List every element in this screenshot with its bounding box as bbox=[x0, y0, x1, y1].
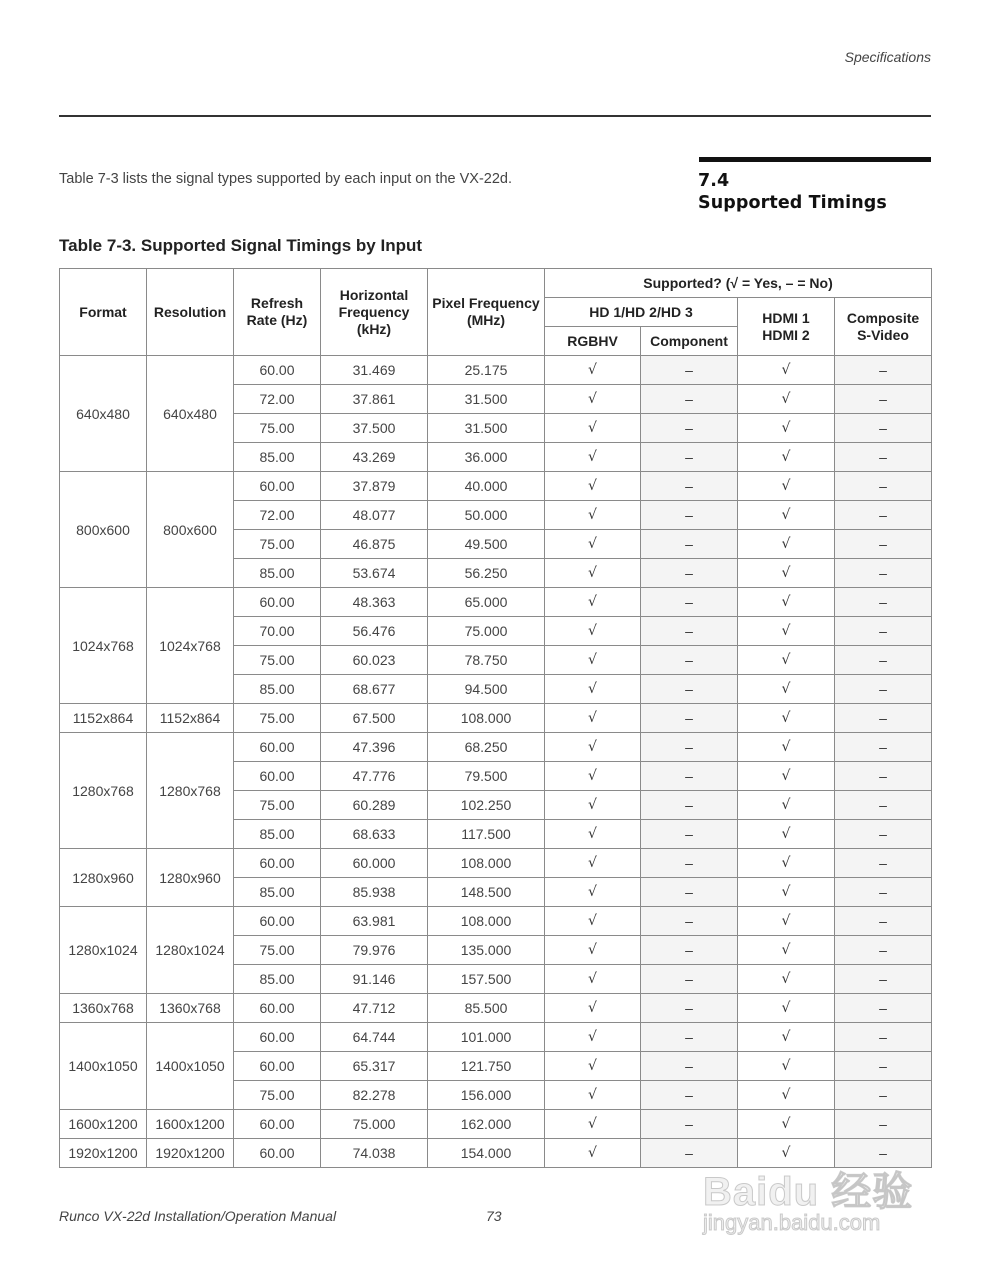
cell-composite: – bbox=[835, 675, 932, 704]
cell-horizontal-frequency: 68.633 bbox=[321, 820, 428, 849]
cell-refresh-rate: 75.00 bbox=[234, 414, 321, 443]
table-row bbox=[60, 1023, 932, 1052]
cell-component: – bbox=[641, 617, 738, 646]
cell-refresh-rate: 70.00 bbox=[234, 617, 321, 646]
cell-hdmi: √ bbox=[738, 1110, 835, 1139]
cell-pixel-frequency: 108.000 bbox=[428, 907, 545, 936]
cell-pixel-frequency: 36.000 bbox=[428, 443, 545, 472]
cell-rgbhv: √ bbox=[545, 907, 641, 936]
cell-hdmi: √ bbox=[738, 704, 835, 733]
cell-refresh-rate: 75.00 bbox=[234, 704, 321, 733]
cell-component: – bbox=[641, 356, 738, 385]
cell-composite: – bbox=[835, 588, 932, 617]
cell-horizontal-frequency: 37.500 bbox=[321, 414, 428, 443]
cell-pixel-frequency: 65.000 bbox=[428, 588, 545, 617]
table-row bbox=[60, 356, 932, 385]
cell-horizontal-frequency: 65.317 bbox=[321, 1052, 428, 1081]
cell-pixel-frequency: 108.000 bbox=[428, 849, 545, 878]
table-row bbox=[60, 472, 932, 501]
cell-composite: – bbox=[835, 501, 932, 530]
cell-horizontal-frequency: 74.038 bbox=[321, 1139, 428, 1168]
cell-refresh-rate: 85.00 bbox=[234, 965, 321, 994]
cell-horizontal-frequency: 79.976 bbox=[321, 936, 428, 965]
cell-rgbhv: √ bbox=[545, 704, 641, 733]
cell-component: – bbox=[641, 965, 738, 994]
cell-hdmi: √ bbox=[738, 646, 835, 675]
cell-resolution: 1400x1050 bbox=[147, 1023, 234, 1110]
cell-horizontal-frequency: 68.677 bbox=[321, 675, 428, 704]
table-row bbox=[60, 704, 932, 733]
cell-hdmi: √ bbox=[738, 936, 835, 965]
cell-horizontal-frequency: 48.077 bbox=[321, 501, 428, 530]
cell-composite: – bbox=[835, 1081, 932, 1110]
cell-hdmi: √ bbox=[738, 588, 835, 617]
cell-composite: – bbox=[835, 559, 932, 588]
cell-resolution: 1152x864 bbox=[147, 704, 234, 733]
watermark-logo: Baidu 经验 bbox=[703, 1170, 914, 1214]
table-row bbox=[60, 733, 932, 762]
cell-component: – bbox=[641, 733, 738, 762]
cell-hdmi: √ bbox=[738, 1052, 835, 1081]
cell-rgbhv: √ bbox=[545, 501, 641, 530]
cell-pixel-frequency: 40.000 bbox=[428, 472, 545, 501]
cell-resolution: 1280x768 bbox=[147, 733, 234, 849]
cell-composite: – bbox=[835, 385, 932, 414]
cell-refresh-rate: 60.00 bbox=[234, 472, 321, 501]
cell-hdmi: √ bbox=[738, 559, 835, 588]
cell-format: 640x480 bbox=[60, 356, 147, 472]
cell-horizontal-frequency: 37.861 bbox=[321, 385, 428, 414]
cell-rgbhv: √ bbox=[545, 1110, 641, 1139]
cell-resolution: 800x600 bbox=[147, 472, 234, 588]
cell-horizontal-frequency: 48.363 bbox=[321, 588, 428, 617]
cell-hdmi: √ bbox=[738, 617, 835, 646]
cell-refresh-rate: 85.00 bbox=[234, 820, 321, 849]
cell-rgbhv: √ bbox=[545, 646, 641, 675]
cell-horizontal-frequency: 60.289 bbox=[321, 791, 428, 820]
cell-horizontal-frequency: 47.712 bbox=[321, 994, 428, 1023]
footer-manual-title: Runco VX-22d Installation/Operation Manual bbox=[59, 1208, 337, 1224]
watermark-url: jingyan.baidu.com bbox=[703, 1210, 881, 1235]
cell-composite: – bbox=[835, 443, 932, 472]
header-pixel-frequency: Pixel Frequency (MHz) bbox=[428, 269, 545, 356]
cell-horizontal-frequency: 43.269 bbox=[321, 443, 428, 472]
cell-pixel-frequency: 31.500 bbox=[428, 385, 545, 414]
cell-horizontal-frequency: 37.879 bbox=[321, 472, 428, 501]
cell-pixel-frequency: 154.000 bbox=[428, 1139, 545, 1168]
cell-hdmi: √ bbox=[738, 1081, 835, 1110]
cell-pixel-frequency: 157.500 bbox=[428, 965, 545, 994]
cell-component: – bbox=[641, 936, 738, 965]
cell-refresh-rate: 60.00 bbox=[234, 1139, 321, 1168]
cell-component: – bbox=[641, 1023, 738, 1052]
cell-component: – bbox=[641, 791, 738, 820]
cell-rgbhv: √ bbox=[545, 385, 641, 414]
cell-composite: – bbox=[835, 878, 932, 907]
cell-composite: – bbox=[835, 1110, 932, 1139]
cell-resolution: 1280x1024 bbox=[147, 907, 234, 994]
cell-format: 1280x960 bbox=[60, 849, 147, 907]
cell-refresh-rate: 75.00 bbox=[234, 530, 321, 559]
cell-hdmi: √ bbox=[738, 907, 835, 936]
cell-hdmi: √ bbox=[738, 820, 835, 849]
cell-pixel-frequency: 156.000 bbox=[428, 1081, 545, 1110]
cell-component: – bbox=[641, 588, 738, 617]
cell-resolution: 1600x1200 bbox=[147, 1110, 234, 1139]
cell-composite: – bbox=[835, 936, 932, 965]
header-resolution: Resolution bbox=[147, 269, 234, 356]
cell-component: – bbox=[641, 530, 738, 559]
table-row bbox=[60, 1110, 932, 1139]
cell-refresh-rate: 85.00 bbox=[234, 559, 321, 588]
cell-refresh-rate: 75.00 bbox=[234, 646, 321, 675]
cell-resolution: 1024x768 bbox=[147, 588, 234, 704]
cell-format: 1280x1024 bbox=[60, 907, 147, 994]
cell-rgbhv: √ bbox=[545, 1052, 641, 1081]
cell-refresh-rate: 60.00 bbox=[234, 1110, 321, 1139]
cell-composite: – bbox=[835, 791, 932, 820]
cell-composite: – bbox=[835, 1052, 932, 1081]
header-refresh-rate: Refresh Rate (Hz) bbox=[234, 269, 321, 356]
cell-component: – bbox=[641, 385, 738, 414]
cell-rgbhv: √ bbox=[545, 443, 641, 472]
cell-pixel-frequency: 121.750 bbox=[428, 1052, 545, 1081]
cell-pixel-frequency: 49.500 bbox=[428, 530, 545, 559]
cell-pixel-frequency: 85.500 bbox=[428, 994, 545, 1023]
cell-format: 1400x1050 bbox=[60, 1023, 147, 1110]
cell-composite: – bbox=[835, 733, 932, 762]
cell-hdmi: √ bbox=[738, 849, 835, 878]
cell-component: – bbox=[641, 878, 738, 907]
cell-refresh-rate: 85.00 bbox=[234, 878, 321, 907]
cell-format: 800x600 bbox=[60, 472, 147, 588]
cell-composite: – bbox=[835, 530, 932, 559]
cell-horizontal-frequency: 82.278 bbox=[321, 1081, 428, 1110]
cell-hdmi: √ bbox=[738, 443, 835, 472]
cell-composite: – bbox=[835, 704, 932, 733]
cell-rgbhv: √ bbox=[545, 791, 641, 820]
cell-rgbhv: √ bbox=[545, 994, 641, 1023]
cell-composite: – bbox=[835, 994, 932, 1023]
cell-pixel-frequency: 135.000 bbox=[428, 936, 545, 965]
cell-hdmi: √ bbox=[738, 733, 835, 762]
cell-pixel-frequency: 162.000 bbox=[428, 1110, 545, 1139]
cell-pixel-frequency: 31.500 bbox=[428, 414, 545, 443]
table-caption: Table 7-3. Supported Signal Timings by Input bbox=[59, 236, 423, 255]
cell-hdmi: √ bbox=[738, 385, 835, 414]
cell-horizontal-frequency: 60.023 bbox=[321, 646, 428, 675]
cell-refresh-rate: 85.00 bbox=[234, 675, 321, 704]
cell-rgbhv: √ bbox=[545, 530, 641, 559]
cell-rgbhv: √ bbox=[545, 588, 641, 617]
cell-format: 1360x768 bbox=[60, 994, 147, 1023]
cell-horizontal-frequency: 53.674 bbox=[321, 559, 428, 588]
cell-composite: – bbox=[835, 1023, 932, 1052]
table-row bbox=[60, 849, 932, 878]
cell-hdmi: √ bbox=[738, 1023, 835, 1052]
header-hdmi: HDMI 1 HDMI 2 bbox=[738, 298, 835, 356]
cell-component: – bbox=[641, 501, 738, 530]
cell-format: 1920x1200 bbox=[60, 1139, 147, 1168]
cell-pixel-frequency: 101.000 bbox=[428, 1023, 545, 1052]
cell-hdmi: √ bbox=[738, 762, 835, 791]
cell-pixel-frequency: 50.000 bbox=[428, 501, 545, 530]
cell-pixel-frequency: 108.000 bbox=[428, 704, 545, 733]
cell-hdmi: √ bbox=[738, 414, 835, 443]
cell-composite: – bbox=[835, 617, 932, 646]
section-title: Supported Timings bbox=[698, 193, 887, 213]
cell-refresh-rate: 60.00 bbox=[234, 762, 321, 791]
cell-pixel-frequency: 102.250 bbox=[428, 791, 545, 820]
cell-hdmi: √ bbox=[738, 1139, 835, 1168]
cell-resolution: 1280x960 bbox=[147, 849, 234, 907]
cell-horizontal-frequency: 56.476 bbox=[321, 617, 428, 646]
section-number: 7.4 bbox=[698, 171, 730, 191]
cell-hdmi: √ bbox=[738, 994, 835, 1023]
cell-rgbhv: √ bbox=[545, 675, 641, 704]
cell-hdmi: √ bbox=[738, 878, 835, 907]
cell-rgbhv: √ bbox=[545, 965, 641, 994]
cell-component: – bbox=[641, 675, 738, 704]
cell-pixel-frequency: 79.500 bbox=[428, 762, 545, 791]
cell-pixel-frequency: 68.250 bbox=[428, 733, 545, 762]
cell-component: – bbox=[641, 1139, 738, 1168]
cell-rgbhv: √ bbox=[545, 559, 641, 588]
cell-refresh-rate: 75.00 bbox=[234, 791, 321, 820]
cell-rgbhv: √ bbox=[545, 472, 641, 501]
cell-composite: – bbox=[835, 414, 932, 443]
cell-refresh-rate: 60.00 bbox=[234, 907, 321, 936]
cell-composite: – bbox=[835, 907, 932, 936]
cell-hdmi: √ bbox=[738, 675, 835, 704]
cell-component: – bbox=[641, 907, 738, 936]
cell-rgbhv: √ bbox=[545, 733, 641, 762]
cell-component: – bbox=[641, 1081, 738, 1110]
cell-horizontal-frequency: 85.938 bbox=[321, 878, 428, 907]
cell-format: 1024x768 bbox=[60, 588, 147, 704]
cell-pixel-frequency: 148.500 bbox=[428, 878, 545, 907]
cell-horizontal-frequency: 75.000 bbox=[321, 1110, 428, 1139]
cell-format: 1280x768 bbox=[60, 733, 147, 849]
cell-hdmi: √ bbox=[738, 501, 835, 530]
cell-rgbhv: √ bbox=[545, 1023, 641, 1052]
cell-resolution: 1360x768 bbox=[147, 994, 234, 1023]
cell-horizontal-frequency: 60.000 bbox=[321, 849, 428, 878]
cell-refresh-rate: 60.00 bbox=[234, 849, 321, 878]
cell-component: – bbox=[641, 820, 738, 849]
table-row bbox=[60, 1139, 932, 1168]
cell-pixel-frequency: 94.500 bbox=[428, 675, 545, 704]
cell-horizontal-frequency: 47.776 bbox=[321, 762, 428, 791]
cell-refresh-rate: 85.00 bbox=[234, 443, 321, 472]
cell-resolution: 640x480 bbox=[147, 356, 234, 472]
intro-paragraph: Table 7-3 lists the signal types supported by each input on the VX-22d. bbox=[59, 171, 513, 187]
cell-horizontal-frequency: 46.875 bbox=[321, 530, 428, 559]
cell-composite: – bbox=[835, 646, 932, 675]
cell-component: – bbox=[641, 414, 738, 443]
cell-rgbhv: √ bbox=[545, 849, 641, 878]
cell-component: – bbox=[641, 559, 738, 588]
header-component: Component bbox=[641, 327, 738, 356]
cell-horizontal-frequency: 91.146 bbox=[321, 965, 428, 994]
cell-format: 1152x864 bbox=[60, 704, 147, 733]
cell-rgbhv: √ bbox=[545, 356, 641, 385]
cell-refresh-rate: 60.00 bbox=[234, 588, 321, 617]
cell-component: – bbox=[641, 443, 738, 472]
cell-refresh-rate: 60.00 bbox=[234, 1023, 321, 1052]
cell-composite: – bbox=[835, 849, 932, 878]
header-rgbhv: RGBHV bbox=[545, 327, 641, 356]
table-row bbox=[60, 994, 932, 1023]
cell-refresh-rate: 72.00 bbox=[234, 385, 321, 414]
cell-component: – bbox=[641, 994, 738, 1023]
cell-hdmi: √ bbox=[738, 356, 835, 385]
cell-component: – bbox=[641, 849, 738, 878]
cell-pixel-frequency: 78.750 bbox=[428, 646, 545, 675]
cell-pixel-frequency: 117.500 bbox=[428, 820, 545, 849]
cell-horizontal-frequency: 64.744 bbox=[321, 1023, 428, 1052]
cell-component: – bbox=[641, 472, 738, 501]
cell-refresh-rate: 60.00 bbox=[234, 733, 321, 762]
cell-pixel-frequency: 75.000 bbox=[428, 617, 545, 646]
cell-component: – bbox=[641, 1052, 738, 1081]
cell-composite: – bbox=[835, 356, 932, 385]
section-heading-bar bbox=[699, 157, 931, 162]
table-row bbox=[60, 588, 932, 617]
cell-refresh-rate: 60.00 bbox=[234, 356, 321, 385]
cell-component: – bbox=[641, 704, 738, 733]
table-row bbox=[60, 907, 932, 936]
cell-horizontal-frequency: 31.469 bbox=[321, 356, 428, 385]
cell-hdmi: √ bbox=[738, 791, 835, 820]
cell-rgbhv: √ bbox=[545, 617, 641, 646]
header-composite: Composite S-Video bbox=[835, 298, 932, 356]
cell-composite: – bbox=[835, 820, 932, 849]
cell-hdmi: √ bbox=[738, 530, 835, 559]
supported-timings-table bbox=[59, 268, 932, 1168]
cell-component: – bbox=[641, 646, 738, 675]
cell-rgbhv: √ bbox=[545, 878, 641, 907]
cell-composite: – bbox=[835, 762, 932, 791]
cell-rgbhv: √ bbox=[545, 1139, 641, 1168]
header-horizontal-frequency: Horizontal Frequency (kHz) bbox=[321, 269, 428, 356]
cell-pixel-frequency: 25.175 bbox=[428, 356, 545, 385]
cell-refresh-rate: 60.00 bbox=[234, 994, 321, 1023]
cell-rgbhv: √ bbox=[545, 820, 641, 849]
cell-component: – bbox=[641, 1110, 738, 1139]
cell-resolution: 1920x1200 bbox=[147, 1139, 234, 1168]
cell-hdmi: √ bbox=[738, 965, 835, 994]
cell-rgbhv: √ bbox=[545, 762, 641, 791]
header-format: Format bbox=[60, 269, 147, 356]
cell-rgbhv: √ bbox=[545, 1081, 641, 1110]
cell-horizontal-frequency: 63.981 bbox=[321, 907, 428, 936]
cell-rgbhv: √ bbox=[545, 936, 641, 965]
cell-horizontal-frequency: 67.500 bbox=[321, 704, 428, 733]
timings-table-body bbox=[60, 356, 932, 1168]
footer-page-number: 73 bbox=[486, 1208, 502, 1224]
cell-component: – bbox=[641, 762, 738, 791]
cell-composite: – bbox=[835, 965, 932, 994]
cell-composite: – bbox=[835, 472, 932, 501]
cell-horizontal-frequency: 47.396 bbox=[321, 733, 428, 762]
cell-hdmi: √ bbox=[738, 472, 835, 501]
cell-refresh-rate: 75.00 bbox=[234, 936, 321, 965]
cell-refresh-rate: 72.00 bbox=[234, 501, 321, 530]
cell-composite: – bbox=[835, 1139, 932, 1168]
top-rule-divider bbox=[59, 115, 931, 117]
running-header: Specifications bbox=[844, 49, 931, 65]
cell-pixel-frequency: 56.250 bbox=[428, 559, 545, 588]
cell-format: 1600x1200 bbox=[60, 1110, 147, 1139]
header-supported: Supported? (√ = Yes, – = No) bbox=[545, 269, 932, 298]
cell-refresh-rate: 60.00 bbox=[234, 1052, 321, 1081]
cell-rgbhv: √ bbox=[545, 414, 641, 443]
cell-refresh-rate: 75.00 bbox=[234, 1081, 321, 1110]
header-hd-inputs: HD 1/HD 2/HD 3 bbox=[545, 298, 738, 327]
